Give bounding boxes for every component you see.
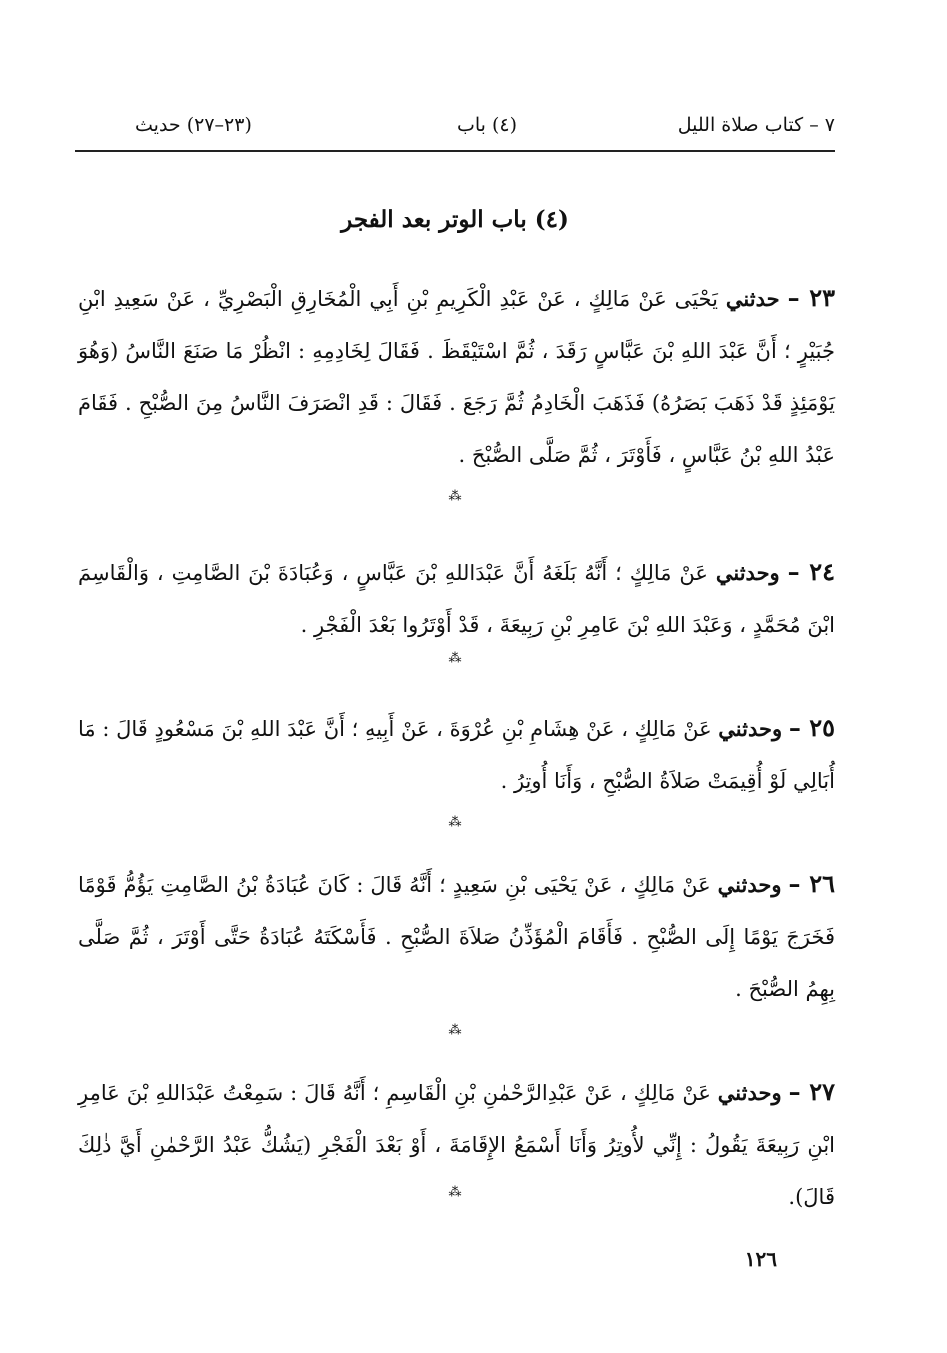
hadith-number: ٢٦ – <box>788 869 835 898</box>
section-separator <box>75 490 835 503</box>
hadith-text: عَنْ مَالِكٍ ؛ أَنَّهُ بَلَغَهُ أَنَّ عَبْدَاللهِ بْنَ عَبَّاسٍ ، وَعُبَادَةَ بْنَ الصَّامِتِ ، وَالْقَاسِمَ ابْنَ مُحَمَّدٍ ، وَعَبْدَ اللهِ بْنَ عَامِرِ بْنِ رَبِيعَةَ ، قَدْ أَوْتَرُوا بَعْدَ الْفَجْرِ . <box>78 561 835 637</box>
hadith-lead: وحدثني <box>718 716 783 741</box>
hadith-lead: حدثني <box>725 286 780 311</box>
hadith-number: ٢٣ – <box>787 283 835 312</box>
hadith-lead: وحدثني <box>717 1080 782 1105</box>
hadith-text: عَنْ مَالِكٍ ، عَنْ يَحْيَى بْنِ سَعِيدٍ ؛ أَنَّهُ قَالَ : كَانَ عُبَادَةُ بْنُ الصَّامِتِ يَؤُمُّ قَوْمًا فَخَرَجَ يَوْمًا إِلَى الصُّبْحِ . فَأَقَامَ الْمُؤَذِّنُ صَلاَةَ الصُّبْحِ . فَأَسْكَتَهُ عُبَادَةُ حَتَّى أَوْتَرَ ، ثُمَّ صَلَّى بِهِمُ الصُّبْحَ . <box>78 873 835 1001</box>
hadith-text: عَنْ مَالِكٍ ، عَنْ هِشَامِ بْنِ عُرْوَةَ ، عَنْ أَبِيهِ ؛ أَنَّ عَبْدَ اللهِ بْنَ مَسْعُودٍ قَالَ : مَا أُبَالِي لَوْ أُقِيمَتْ صَلاَةُ الصُّبْحِ ، وَأَنَا أُوتِرُ . <box>78 717 835 793</box>
hadith-lead: وحدثني <box>717 872 782 897</box>
header-rule <box>75 150 835 152</box>
separator-glyph: ⁂ <box>448 1023 462 1038</box>
page-number: ١٢٦ <box>744 1247 777 1271</box>
hadith-26 <box>78 858 835 1015</box>
separator-glyph: ⁂ <box>448 651 462 666</box>
running-header <box>75 108 835 142</box>
hadith-23 <box>78 272 835 481</box>
hadith-number: ٢٧ – <box>788 1077 835 1106</box>
separator-glyph: ⁂ <box>448 815 462 830</box>
chapter-title: (٤) باب الوتر بعد الفجر <box>341 206 569 233</box>
separator-glyph: ⁂ <box>448 1185 462 1200</box>
section-separator <box>75 652 835 665</box>
section-separator <box>75 816 835 829</box>
hadith-25 <box>78 702 835 807</box>
hadith-text: عَنْ مَالِكٍ ، عَنْ عَبْدِالرَّحْمٰنِ بْنِ الْقَاسِمِ ؛ أَنَّهُ قَالَ : سَمِعْتُ عَبْدَاللهِ بْنَ عَامِرِ ابْنِ رَبِيعَةَ يَقُولُ : إِنِّي لأُوتِرُ وَأَنَا أَسْمَعُ الإِقَامَةَ ، أَوْ بَعْدَ الْفَجْرِ (يَشُكُّ عَبْدُ الرَّحْمٰنِ أَيَّ ذٰلِكَ قَالَ). <box>78 1081 835 1209</box>
hadith-24 <box>78 546 835 651</box>
running-header-range: (٢٣–٢٧) حديث <box>135 114 252 136</box>
hadith-text: يَحْيَى عَنْ مَالِكٍ ، عَنْ عَبْدِ الْكَرِيمِ بْنِ أَبِي الْمُخَارِقِ الْبَصْرِيِّ ، عَنْ سَعِيدِ ابْنِ جُبَيْرٍ ؛ أَنَّ عَبْدَ اللهِ بْنَ عَبَّاسٍ رَقَدَ ، ثُمَّ اسْتَيْقَظَ . فَقَالَ لِخَادِمِهِ : انْظُرْ مَا صَنَعَ النَّاسُ (وَهُوَ يَوْمَئِذٍ قَدْ ذَهَبَ بَصَرُهُ) فَذَهَبَ الْخَادِمُ ثُمَّ رَجَعَ . فَقَالَ : قَدِ انْصَرَفَ النَّاسُ مِنَ الصُّبْحِ . فَقَامَ عَبْدُ اللهِ بْنُ عَبَّاسٍ ، فَأَوْتَرَ ، ثُمَّ صَلَّى الصُّبْحَ . <box>78 287 835 467</box>
running-header-book: ٧ – كتاب صلاة الليل <box>677 114 835 136</box>
section-separator <box>75 1024 835 1037</box>
hadith-lead: وحدثني <box>715 560 780 585</box>
running-header-chapter: (٤) باب <box>456 114 517 136</box>
section-separator <box>75 1186 835 1199</box>
hadith-number: ٢٤ – <box>787 557 835 586</box>
hadith-number: ٢٥ – <box>788 713 835 742</box>
separator-glyph: ⁂ <box>448 489 462 504</box>
